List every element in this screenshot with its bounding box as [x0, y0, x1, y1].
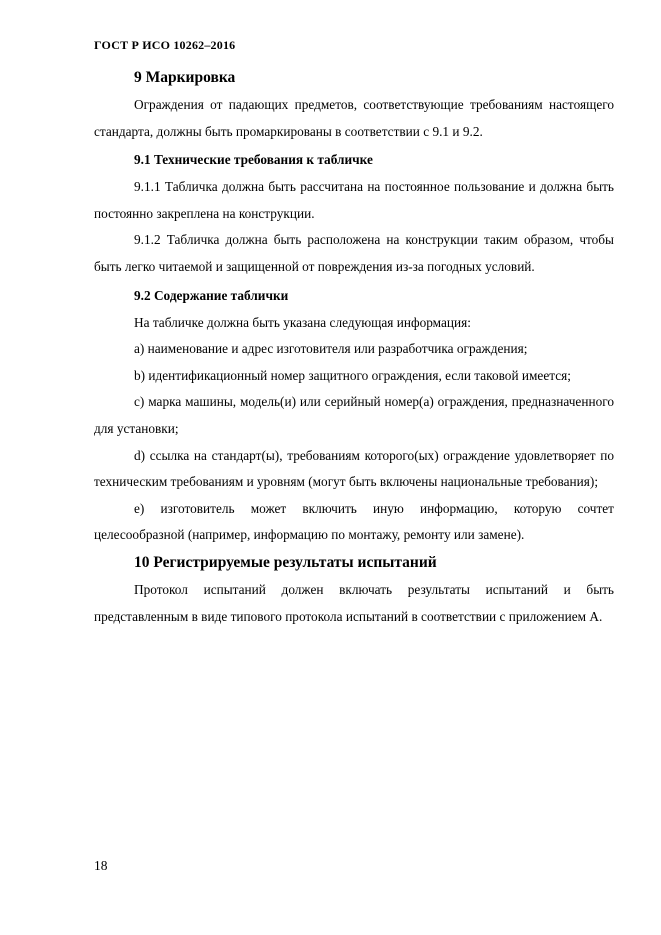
section-9-1-title: 9.1 Технические требования к табличке [134, 152, 373, 168]
clause-9-1-1: 9.1.1 Табличка должна быть рассчитана на постоянное пользование и должна быть постоянно закреплена на конструкции. [94, 179, 614, 221]
standard-code-header: ГОСТ Р ИСО 10262–2016 [94, 38, 236, 52]
section-9-intro: Ограждения от падающих предметов, соответствующие требованиям настоящего стандарта, должны быть промаркированы в соответствии с 9.1 и 9.2. [94, 97, 614, 139]
clause-9-1-2: 9.1.2 Табличка должна быть расположена на конструкции таким образом, чтобы быть легко читаемой и защищенной от повреждения из-за погодных условий. [94, 232, 614, 274]
page-number: 18 [94, 858, 108, 873]
section-9-2-lead: На табличке должна быть указана следующая информация: [134, 314, 471, 330]
list-item-a: a) наименование и адрес изготовителя или разработчика ограждения; [134, 341, 528, 357]
section-9-2-title: 9.2 Содержание таблички [134, 287, 289, 303]
list-item-e: e) изготовитель может включить иную информацию, которую сочтет целесообразной (например, информацию по монтажу, ремонту или замене). [94, 500, 614, 543]
list-item-d: d) ссылка на стандарт(ы), требованиям которого(ых) ограждение удовлетворяет по техническим требованиям и уровням (могут быть включены национальные требования); [94, 447, 614, 490]
list-item-b: b) идентификационный номер защитного ограждения, если таковой имеется; [134, 367, 571, 383]
page-content [94, 64, 614, 630]
list-item-c: c) марка машины, модель(и) или серийный номер(а) ограждения, предназначенного для установки; [94, 394, 614, 436]
section-10-title: 10 Регистрируемые результаты испытаний [134, 553, 437, 571]
section-9-title: 9 Маркировка [134, 69, 236, 86]
section-10-paragraph: Протокол испытаний должен включать результаты испытаний и быть представленным в виде типового протокола испытаний в соответствии с приложением А. [94, 581, 614, 624]
